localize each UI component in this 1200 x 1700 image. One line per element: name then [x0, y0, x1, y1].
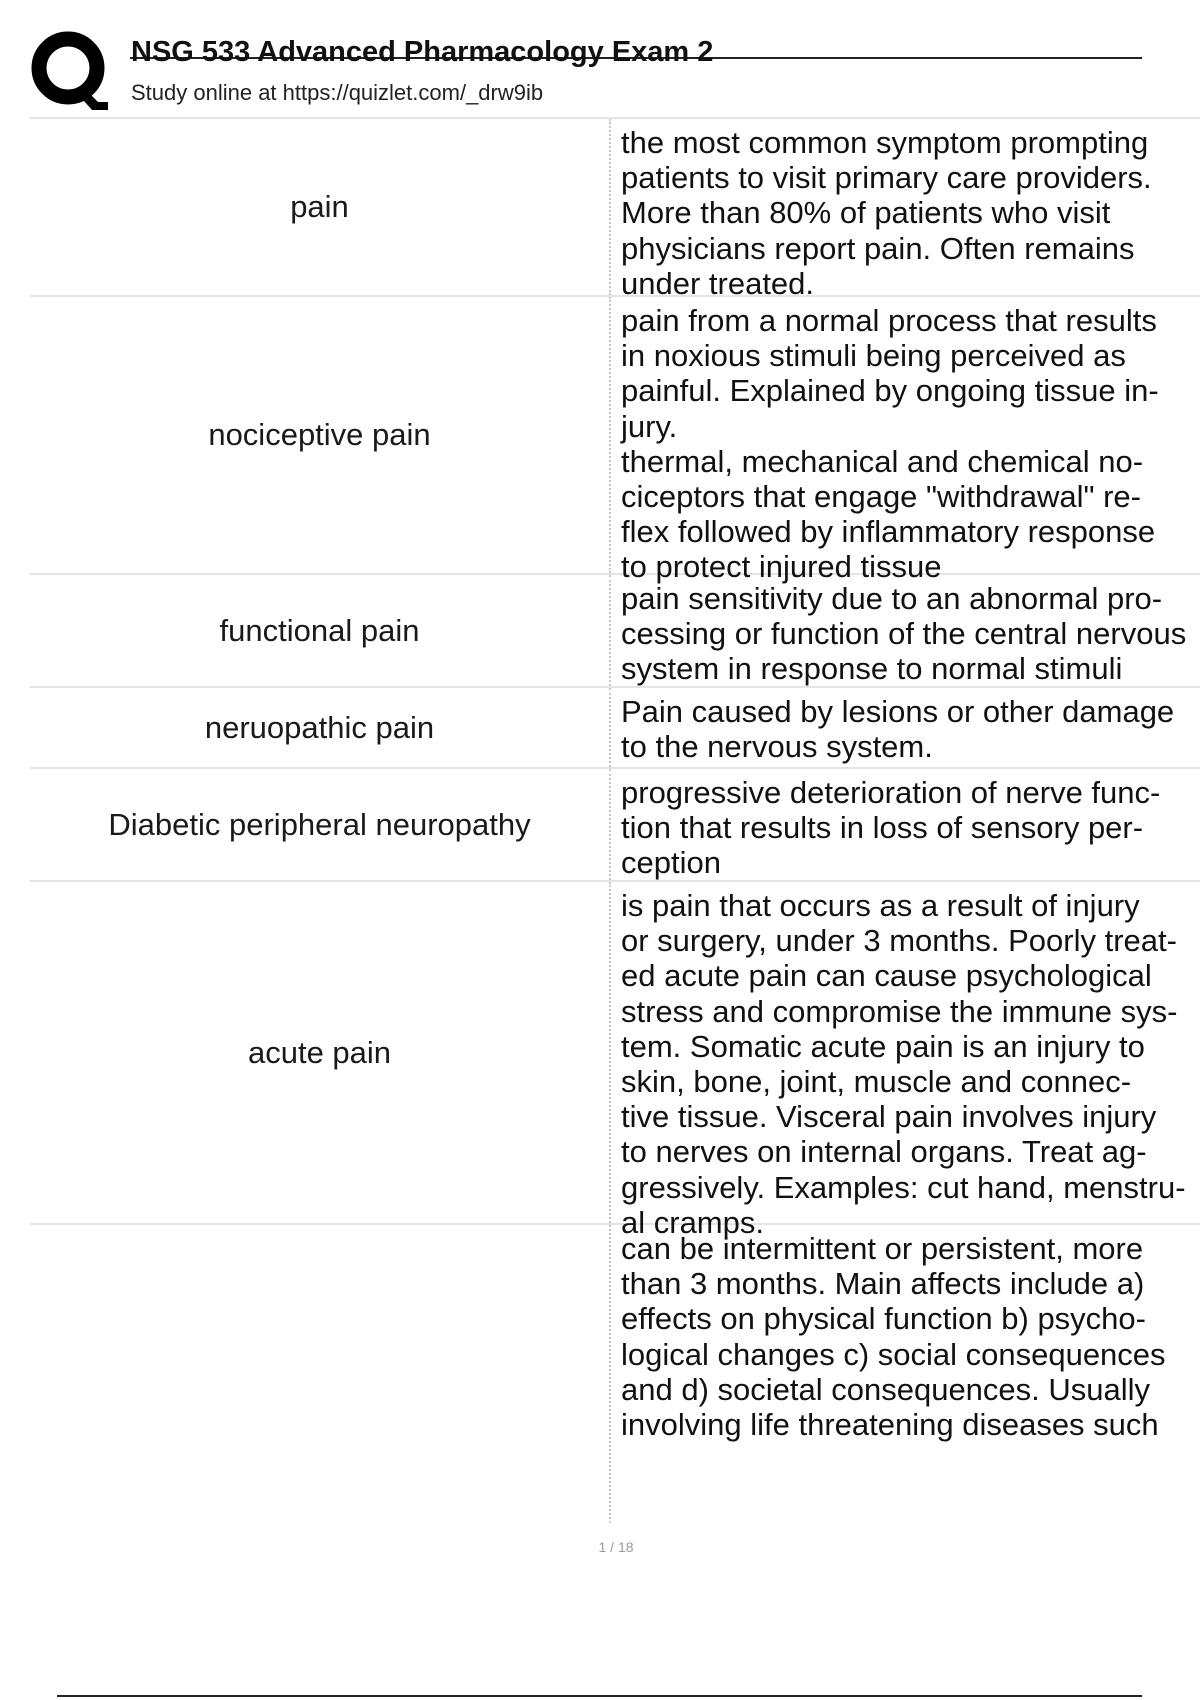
definition-line: to the nervous system. — [621, 729, 933, 765]
definition-line: cessing or function of the central nervous — [621, 616, 1187, 652]
definition-line: to nerves on internal organs. Treat ag- — [621, 1134, 1147, 1170]
definition-line: More than 80% of patients who visit — [621, 195, 1111, 231]
flashcard-definition — [611, 882, 1200, 1240]
definition-line: tion that results in loss of sensory per- — [621, 810, 1144, 846]
page-number: 1 / 18 — [598, 1539, 634, 1555]
definition-line: or surgery, under 3 months. Poorly treat- — [621, 923, 1177, 959]
flashcard-term: Diabetic peripheral neuropathy — [30, 769, 611, 880]
definition-line: thermal, mechanical and chemical no- — [621, 443, 1144, 479]
definition-line: Pain caused by lesions or other damage — [621, 694, 1175, 729]
flashcard-term — [30, 1225, 611, 1525]
definition-line: and d) societal consequences. Usually — [621, 1371, 1151, 1407]
definition-line: flex followed by inflammatory response — [621, 514, 1156, 550]
definition-line: can be intermittent or persistent, more — [621, 1231, 1144, 1266]
definition-line: is pain that occurs as a result of injury — [621, 888, 1140, 923]
definition-line: system in response to normal stimuli — [621, 651, 1123, 687]
document-header — [0, 0, 1200, 118]
definition-line: gressively. Examples: cut hand, menstru- — [621, 1169, 1186, 1205]
definition-line: patients to visit primary care providers. — [621, 160, 1152, 196]
flashcard-definition — [611, 297, 1200, 585]
definition-line: ed acute pain can cause psychological — [621, 958, 1152, 994]
footer-rule — [57, 1695, 1142, 1697]
study-online-link[interactable]: Study online at https://quizlet.com/_drw9ib — [131, 80, 544, 105]
definition-line: ciceptors that engage "withdrawal" re- — [621, 479, 1141, 515]
document-title: NSG 533 Advanced Pharmacology Exam 2 — [131, 36, 714, 68]
flashcard-term: neruopathic pain — [30, 688, 611, 767]
flashcard-table — [30, 117, 1200, 1525]
flashcard-row — [30, 117, 1200, 301]
definition-line: skin, bone, joint, muscle and connec- — [621, 1064, 1132, 1100]
definition-line: painful. Explained by ongoing tissue in- — [621, 373, 1159, 409]
definition-line: jury. — [621, 408, 678, 444]
definition-line: pain from a normal process that results — [621, 303, 1157, 338]
flashcard-term: functional pain — [30, 575, 611, 686]
definition-line: to protect injured tissue — [621, 549, 942, 585]
definition-line: physicians report pain. Often remains — [621, 230, 1135, 266]
flashcard-row — [30, 686, 1200, 767]
definition-line: than 3 months. Main affects include a) — [621, 1266, 1145, 1302]
definition-line: in noxious stimuli being perceived as — [621, 338, 1126, 374]
definition-line: ception — [621, 845, 721, 881]
definition-line: effects on physical function b) psycho- — [621, 1301, 1146, 1337]
definition-line: under treated. — [621, 265, 815, 301]
flashcard-row — [30, 1223, 1200, 1525]
definition-line: the most common symptom prompting — [621, 125, 1149, 160]
flashcard-row — [30, 295, 1200, 585]
flashcard-row — [30, 880, 1200, 1240]
definition-line: al cramps. — [621, 1204, 764, 1240]
flashcard-row — [30, 573, 1200, 686]
definition-line: progressive deterioration of nerve func- — [621, 775, 1161, 810]
definition-line: pain sensitivity due to an abnormal pro- — [621, 581, 1163, 616]
definition-line: tem. Somatic acute pain is an injury to — [621, 1028, 1145, 1064]
flashcard-definition — [611, 1225, 1200, 1525]
flashcard-term: nociceptive pain — [30, 297, 611, 573]
flashcard-row — [30, 767, 1200, 880]
flashcard-definition — [611, 119, 1200, 301]
flashcard-definition — [611, 688, 1200, 767]
definition-line: logical changes c) social consequences — [621, 1336, 1166, 1372]
definition-line: involving life threatening diseases such — [621, 1407, 1159, 1443]
definition-line: stress and compromise the immune sys- — [621, 993, 1178, 1029]
definition-line: tive tissue. Visceral pain involves injury — [621, 1099, 1157, 1135]
flashcard-definition — [611, 769, 1200, 880]
flashcard-term: acute pain — [30, 882, 611, 1223]
flashcard-term: pain — [30, 119, 611, 295]
quizlet-q-logo-icon — [30, 30, 112, 112]
flashcard-definition — [611, 575, 1200, 686]
